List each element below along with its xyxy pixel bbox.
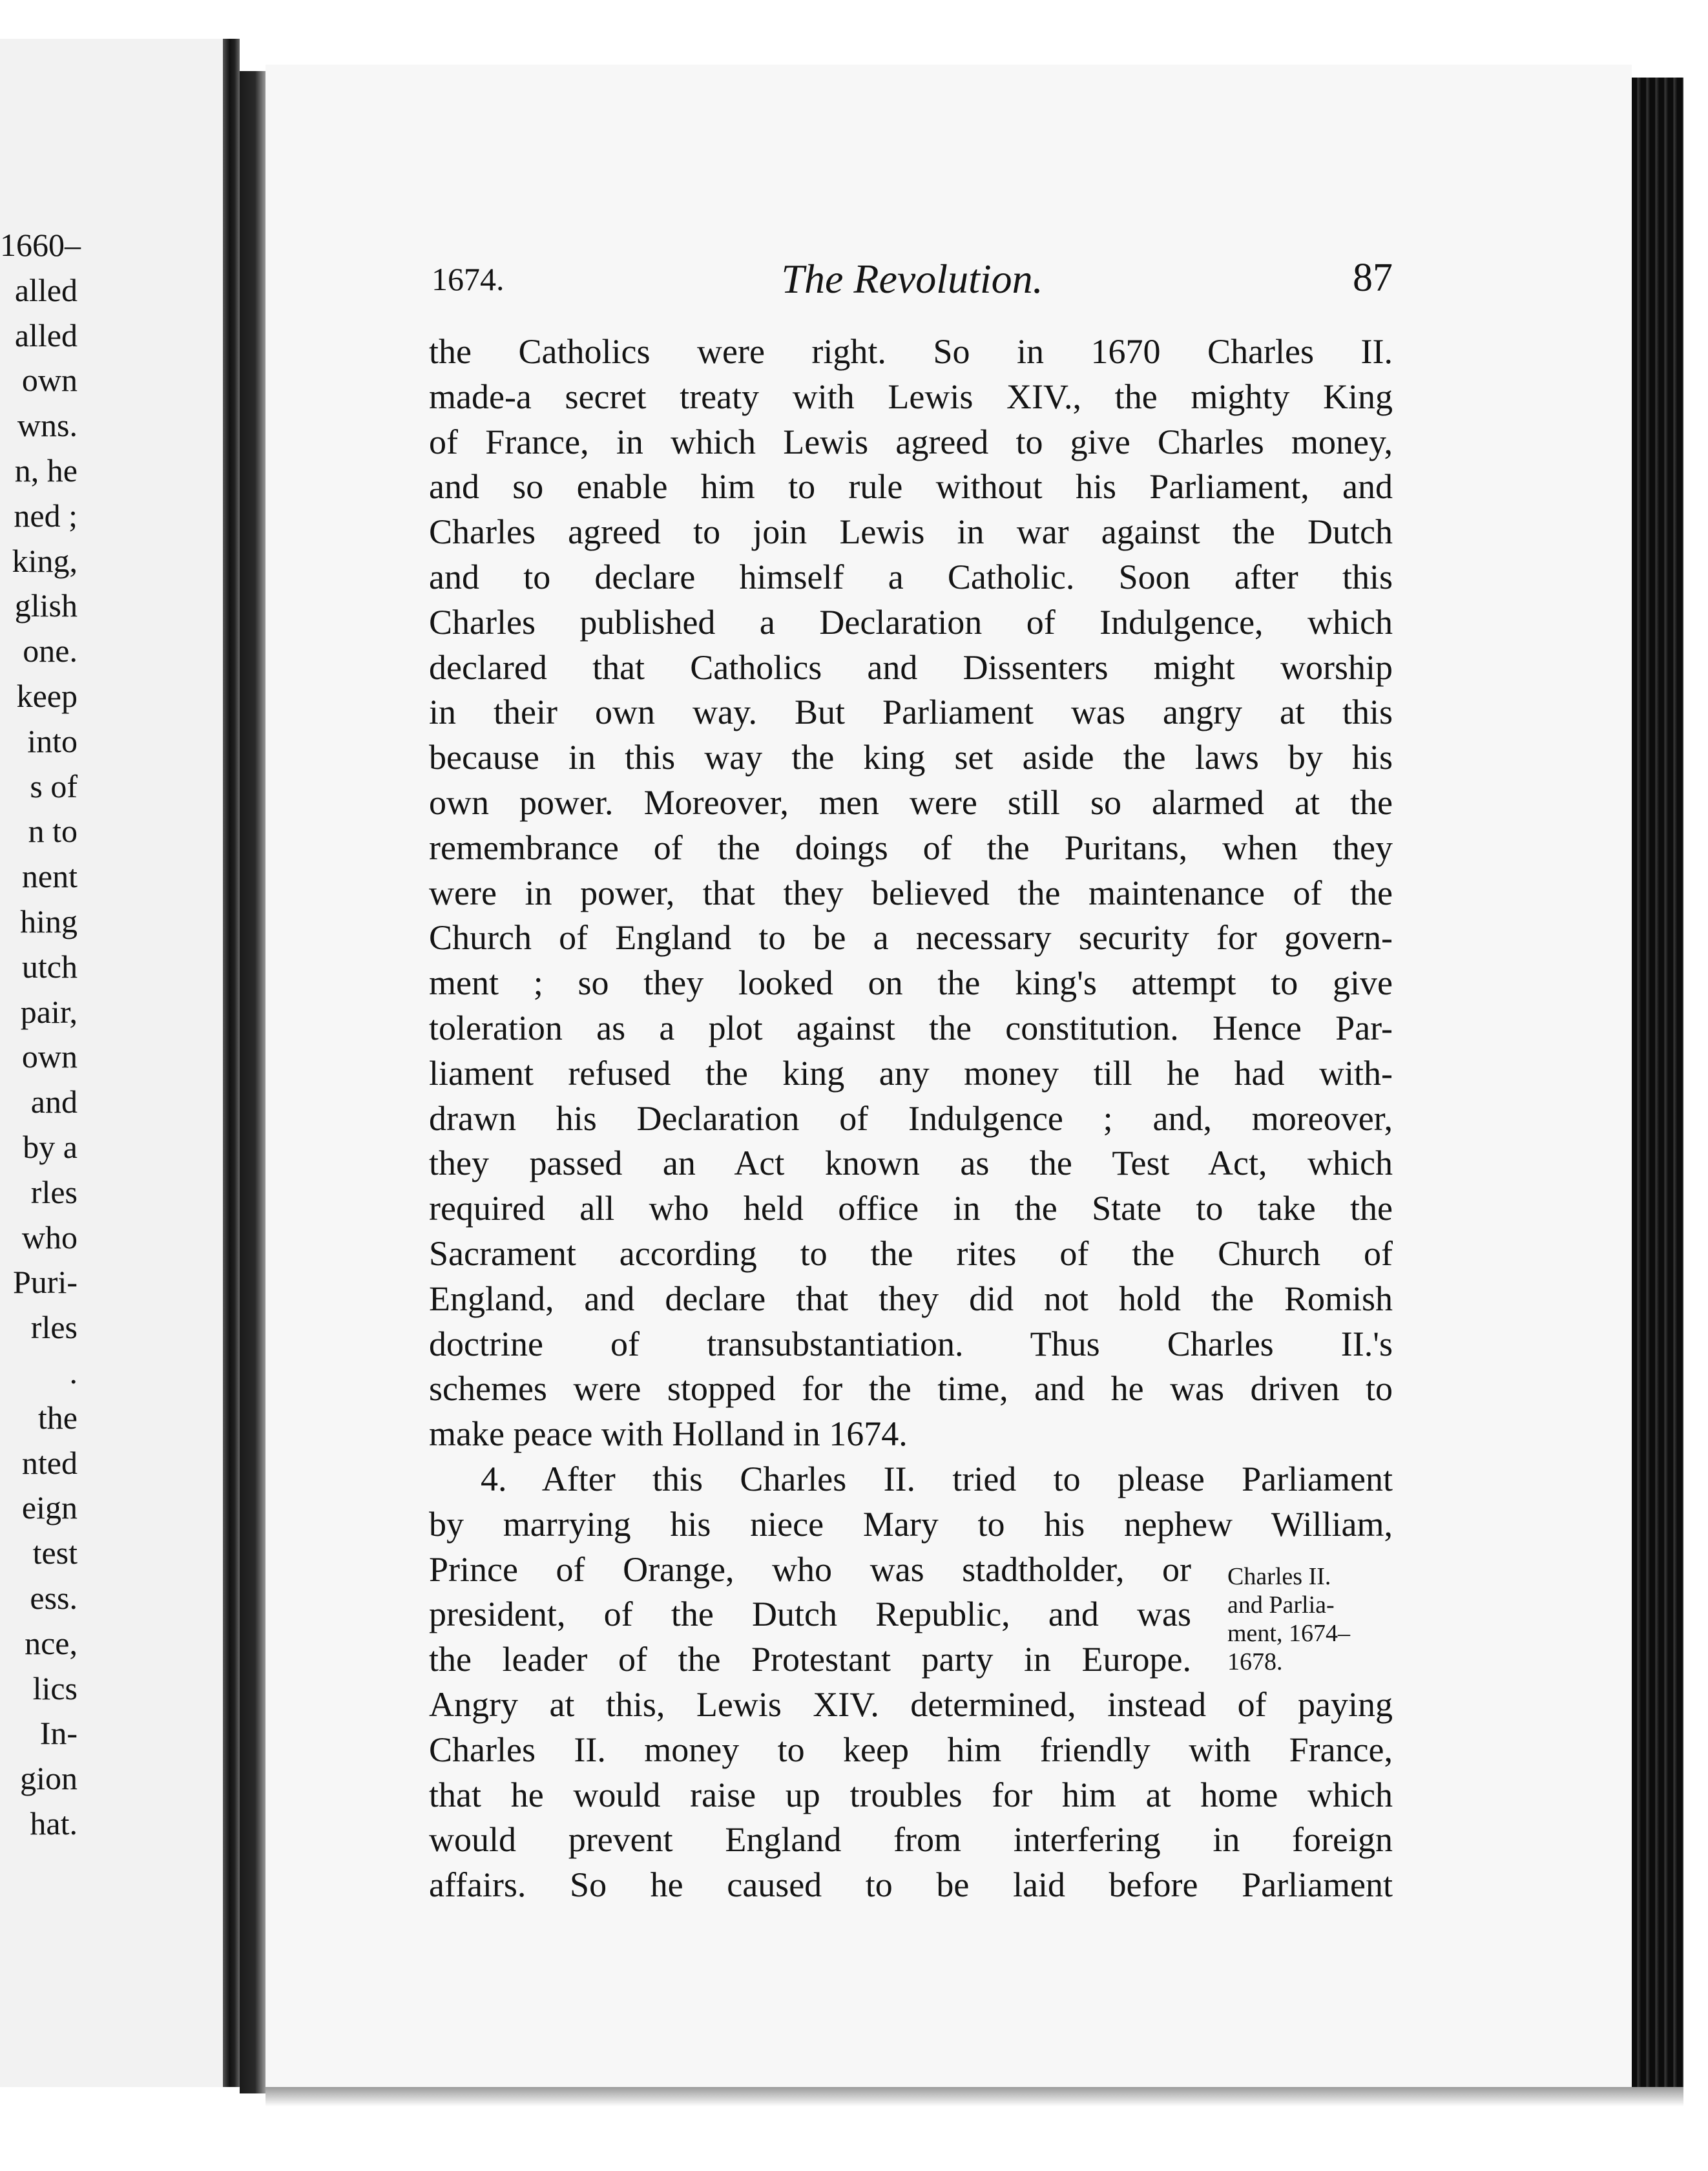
text-line: made-a secret treaty with Lewis XIV., the mighty King bbox=[429, 377, 1393, 416]
left-fragment-line: own bbox=[21, 362, 78, 399]
text-line: England, and declare that they did not hold the Romish bbox=[429, 1279, 1393, 1318]
margin-note-line: 1678. bbox=[1227, 1648, 1283, 1675]
left-fragment-line: gion bbox=[20, 1760, 78, 1797]
text-line: Charles II. money to keep him friendly with France, bbox=[429, 1730, 1393, 1769]
text-line: and so enable him to rule without his Parliament, and bbox=[429, 467, 1393, 507]
left-fragment-line: wns. bbox=[17, 407, 78, 444]
left-fragment-line: nce, bbox=[25, 1624, 78, 1661]
header-year: 1674. bbox=[432, 261, 505, 297]
left-page-text-fragments bbox=[0, 223, 81, 1847]
left-fragment-line: Puri- bbox=[13, 1264, 78, 1301]
left-fragment-line: test bbox=[32, 1535, 78, 1571]
text-line: ment ; so they looked on the king's attempt to give bbox=[429, 963, 1393, 1003]
text-line: declared that Catholics and Dissenters might worship bbox=[429, 647, 1393, 687]
left-fragment-line: king, bbox=[12, 542, 78, 579]
left-fragment-line: own bbox=[21, 1038, 78, 1075]
left-fragment-line: nted bbox=[21, 1444, 78, 1481]
margin-note-line: ment, 1674– bbox=[1227, 1620, 1350, 1647]
left-fragment-line: rles bbox=[30, 1309, 78, 1346]
left-fragment-line: keep bbox=[16, 677, 78, 714]
text-line: that he would raise up troubles for him at home which bbox=[429, 1775, 1393, 1814]
text-line: make peace with Holland in 1674. bbox=[429, 1414, 908, 1454]
text-line: because in this way the king set aside the laws by his bbox=[429, 738, 1393, 777]
page-number: 87 bbox=[1353, 256, 1393, 300]
text-line: in their own way. But Parliament was angry at this bbox=[429, 693, 1393, 732]
left-fragment-line: one. bbox=[23, 633, 78, 669]
left-fragment-line: the bbox=[37, 1399, 78, 1436]
text-line: Charles published a Declaration of Indulgence, which bbox=[429, 602, 1393, 642]
text-line: doctrine of transubstantiation. Thus Charles II.'s bbox=[429, 1324, 1393, 1363]
text-line: toleration as a plot against the constitution. Hence Par- bbox=[429, 1008, 1393, 1047]
left-fragment-line: utch bbox=[21, 948, 78, 985]
left-fragment-line: nent bbox=[21, 858, 78, 895]
left-fragment-line: ess. bbox=[30, 1579, 78, 1616]
left-fragment-line: In- bbox=[39, 1715, 78, 1752]
left-fragment-line: n to bbox=[28, 813, 78, 850]
text-line: were in power, that they believed the maintenance of the bbox=[429, 873, 1393, 912]
running-title: The Revolution. bbox=[781, 256, 1043, 302]
text-line: schemes were stopped for the time, and he was driven to bbox=[429, 1369, 1393, 1409]
text-line: of France, in which Lewis agreed to give Charles money, bbox=[429, 422, 1393, 461]
left-fragment-line: pair, bbox=[20, 993, 78, 1030]
text-line: the leader of the Protestant party in Europe. bbox=[429, 1640, 1191, 1679]
left-fragment-line: lics bbox=[32, 1670, 78, 1706]
left-fragment-line: glish bbox=[14, 587, 78, 624]
text-line: would prevent England from interfering in foreign bbox=[429, 1820, 1393, 1860]
left-fragment-line: by a bbox=[23, 1128, 78, 1165]
text-line: Church of England to be a necessary security for govern- bbox=[429, 918, 1393, 958]
text-line: required all who held office in the State to take the bbox=[429, 1189, 1393, 1228]
left-fragment-line: alled bbox=[14, 271, 78, 308]
left-fragment-line: who bbox=[21, 1219, 78, 1255]
text-line: by marrying his niece Mary to his nephew William, bbox=[429, 1504, 1393, 1544]
book-gutter bbox=[240, 71, 266, 2093]
page-bottom-shadow bbox=[266, 2087, 1683, 2106]
text-line: own power. Moreover, men were still so alarmed at the bbox=[429, 782, 1393, 822]
left-fragment-line: and bbox=[30, 1084, 78, 1120]
left-fragment-line: eign bbox=[21, 1489, 78, 1526]
left-fragment-line: 1660– bbox=[0, 227, 81, 263]
margin-note-line: and Parlia- bbox=[1227, 1591, 1335, 1619]
text-line: Prince of Orange, who was stadtholder, or bbox=[429, 1549, 1191, 1589]
left-fragment-line: alled bbox=[14, 317, 78, 353]
text-line: drawn his Declaration of Indulgence ; and, moreover, bbox=[429, 1098, 1393, 1138]
text-line: they passed an Act known as the Test Act, which bbox=[429, 1144, 1393, 1183]
text-line: Sacrament according to the rites of the Church of bbox=[429, 1233, 1393, 1273]
page-stack-edge bbox=[1632, 78, 1683, 2087]
text-line: Angry at this, Lewis XIV. determined, instead of paying bbox=[429, 1684, 1393, 1724]
left-fragment-line: into bbox=[27, 722, 78, 759]
margin-note bbox=[1227, 1562, 1395, 1676]
text-line: liament refused the king any money till he had with- bbox=[429, 1053, 1393, 1093]
text-line: Charles agreed to join Lewis in war against the Dutch bbox=[429, 512, 1393, 552]
left-page-edge bbox=[223, 39, 240, 2087]
left-fragment-line: ned ; bbox=[14, 497, 78, 534]
left-fragment-line: s of bbox=[30, 768, 78, 804]
running-header bbox=[432, 255, 1393, 307]
left-fragment-line: n, he bbox=[14, 452, 78, 488]
left-fragment-line: hat. bbox=[30, 1805, 78, 1841]
left-fragment-line: rles bbox=[30, 1173, 78, 1210]
left-fragment-line: hing bbox=[20, 903, 78, 939]
margin-note-line: Charles II. bbox=[1227, 1563, 1331, 1590]
text-line: president, of the Dutch Republic, and was bbox=[429, 1595, 1191, 1634]
text-line: remembrance of the doings of the Puritans, when they bbox=[429, 828, 1393, 867]
text-line: the Catholics were right. So in 1670 Charles II. bbox=[429, 332, 1393, 371]
left-fragment-line: . bbox=[69, 1354, 78, 1390]
text-line: and to declare himself a Catholic. Soon after this bbox=[429, 557, 1393, 596]
text-line: affairs. So he caused to be laid before Parliament bbox=[429, 1865, 1393, 1905]
text-line: 4. After this Charles II. tried to please Parliament bbox=[481, 1459, 1393, 1498]
